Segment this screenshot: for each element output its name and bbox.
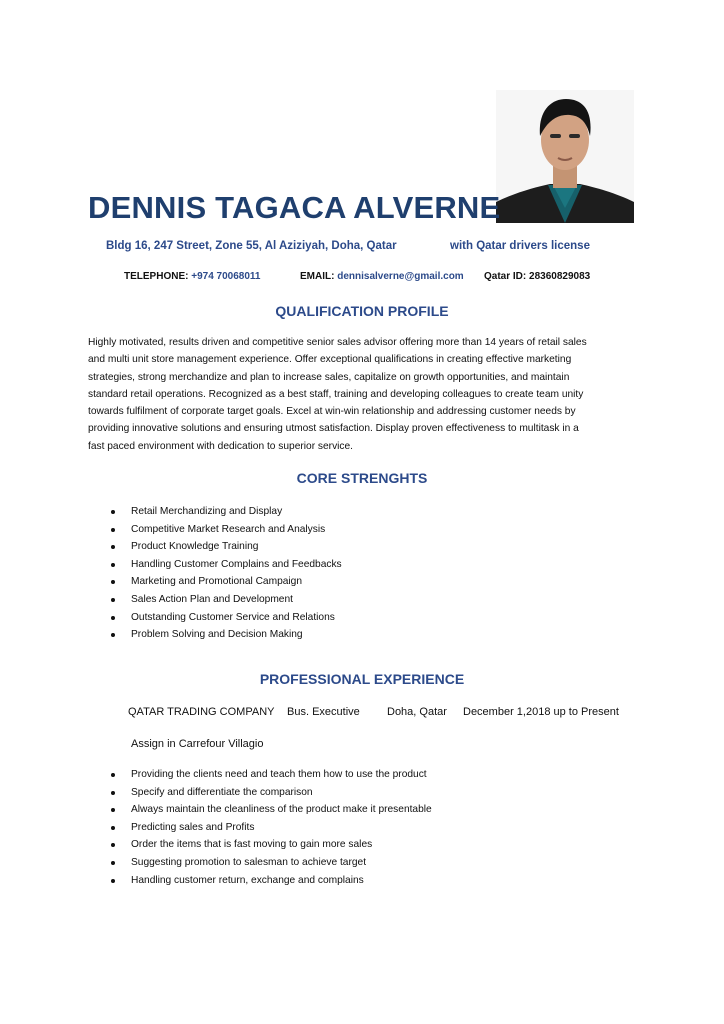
bullet-icon bbox=[111, 879, 115, 883]
qualification-line: fast paced environment with dedication to superior service. bbox=[88, 440, 354, 452]
telephone-value[interactable]: +974 70068011 bbox=[191, 271, 261, 282]
list-item-text: Marketing and Promotional Campaign bbox=[131, 576, 303, 588]
list-item-text: Predicting sales and Profits bbox=[131, 821, 255, 833]
list-item bbox=[0, 854, 724, 872]
list-item bbox=[0, 591, 724, 609]
job-dates: December 1,2018 up to Present bbox=[463, 706, 619, 718]
email bbox=[300, 271, 464, 282]
bullet-icon bbox=[111, 545, 115, 549]
bullet-icon bbox=[111, 843, 115, 847]
list-item-text: Competitive Market Research and Analysis bbox=[131, 523, 326, 535]
bullet-icon bbox=[111, 616, 115, 620]
list-item bbox=[0, 784, 724, 802]
list-item-text: Handling Customer Complains and Feedbacks bbox=[131, 558, 342, 570]
list-item-text: Always maintain the cleanliness of the product make it presentable bbox=[131, 804, 432, 816]
bullet-icon bbox=[111, 791, 115, 795]
bullet-icon bbox=[111, 826, 115, 830]
qualification-heading: QUALIFICATION PROFILE bbox=[275, 303, 449, 319]
company-name: QATAR TRADING COMPANY bbox=[128, 706, 275, 718]
list-item bbox=[0, 801, 724, 819]
qualification-line: towards fulfilment of corporate target goals. Excel at win-win relationship and addressing customer needs by bbox=[88, 406, 576, 418]
list-item-text: Providing the clients need and teach them how to use the product bbox=[131, 769, 427, 780]
professional-experience-heading: PROFESSIONAL EXPERIENCE bbox=[259, 671, 465, 687]
list-item bbox=[0, 766, 724, 784]
list-item-text: Retail Merchandizing and Display bbox=[131, 506, 283, 517]
list-item bbox=[0, 538, 724, 556]
telephone bbox=[124, 271, 260, 282]
list-item bbox=[0, 503, 724, 521]
qatar-id-value: 28360829083 bbox=[529, 271, 591, 282]
qualification-paragraph bbox=[88, 334, 640, 455]
bullet-icon bbox=[111, 773, 115, 777]
qatar-id bbox=[484, 271, 590, 282]
qualification-line: and multi unit store management experience. Offer exceptional qualifications in creating effective marketing bbox=[88, 354, 572, 366]
qualification-line: Highly motivated, results driven and competitive senior sales advisor offering more than 14 years of retail sales bbox=[88, 337, 587, 348]
list-item bbox=[0, 521, 724, 539]
core-strengths-list bbox=[0, 503, 724, 644]
list-item bbox=[0, 872, 724, 890]
candidate-name: DENNIS TAGACA ALVERNE bbox=[88, 190, 501, 225]
core-strengths-heading: CORE STRENGHTS bbox=[296, 470, 428, 486]
drivers-license-note: with Qatar drivers license bbox=[450, 240, 590, 252]
profile-photo bbox=[496, 90, 634, 223]
list-item-text: Sales Action Plan and Development bbox=[131, 593, 293, 605]
bullet-icon bbox=[111, 528, 115, 532]
list-item-text: Specify and differentiate the comparison bbox=[131, 786, 313, 798]
bullet-icon bbox=[111, 633, 115, 637]
list-item bbox=[0, 836, 724, 854]
list-item-text: Handling customer return, exchange and complains bbox=[131, 874, 364, 886]
qualification-line: standard retail operations. Recognized as a best staff, training and developing colleagues to create team unity bbox=[88, 388, 584, 400]
list-item-text: Problem Solving and Decision Making bbox=[131, 629, 303, 641]
list-item bbox=[0, 573, 724, 591]
list-item-text: Product Knowledge Training bbox=[131, 541, 259, 553]
bullet-icon bbox=[111, 598, 115, 602]
list-item bbox=[0, 609, 724, 627]
bullet-icon bbox=[111, 861, 115, 865]
list-item-text: Outstanding Customer Service and Relations bbox=[131, 611, 335, 623]
bullet-icon bbox=[111, 580, 115, 584]
bullet-icon bbox=[111, 563, 115, 567]
bullet-icon bbox=[111, 510, 115, 514]
job-location: Doha, Qatar bbox=[387, 706, 447, 718]
qatar-id-label: Qatar ID: bbox=[484, 271, 527, 282]
email-link[interactable]: dennisalverne@gmail.com bbox=[337, 271, 464, 282]
list-item bbox=[0, 626, 724, 644]
list-item bbox=[0, 819, 724, 837]
telephone-label: TELEPHONE: bbox=[124, 271, 189, 282]
list-item-text: Suggesting promotion to salesman to achieve target bbox=[131, 856, 367, 868]
list-item bbox=[0, 556, 724, 574]
list-item-text: Order the items that is fast moving to gain more sales bbox=[131, 839, 373, 851]
assignment: Assign in Carrefour Villagio bbox=[131, 738, 264, 750]
email-label: EMAIL: bbox=[300, 271, 335, 282]
qualification-line: providing innovative solutions and ensuring utmost satisfaction. Display proven effectiveness to multitask in a bbox=[88, 423, 579, 435]
job-title: Bus. Executive bbox=[287, 706, 360, 718]
qualification-line: strategies, strong merchandize and plan to increase sales, capitalize on growth opportunities, and maintain bbox=[88, 371, 570, 383]
experience-duties-list bbox=[0, 766, 724, 889]
bullet-icon bbox=[111, 808, 115, 812]
address: Bldg 16, 247 Street, Zone 55, Al Aziziyah, Doha, Qatar bbox=[106, 240, 397, 252]
